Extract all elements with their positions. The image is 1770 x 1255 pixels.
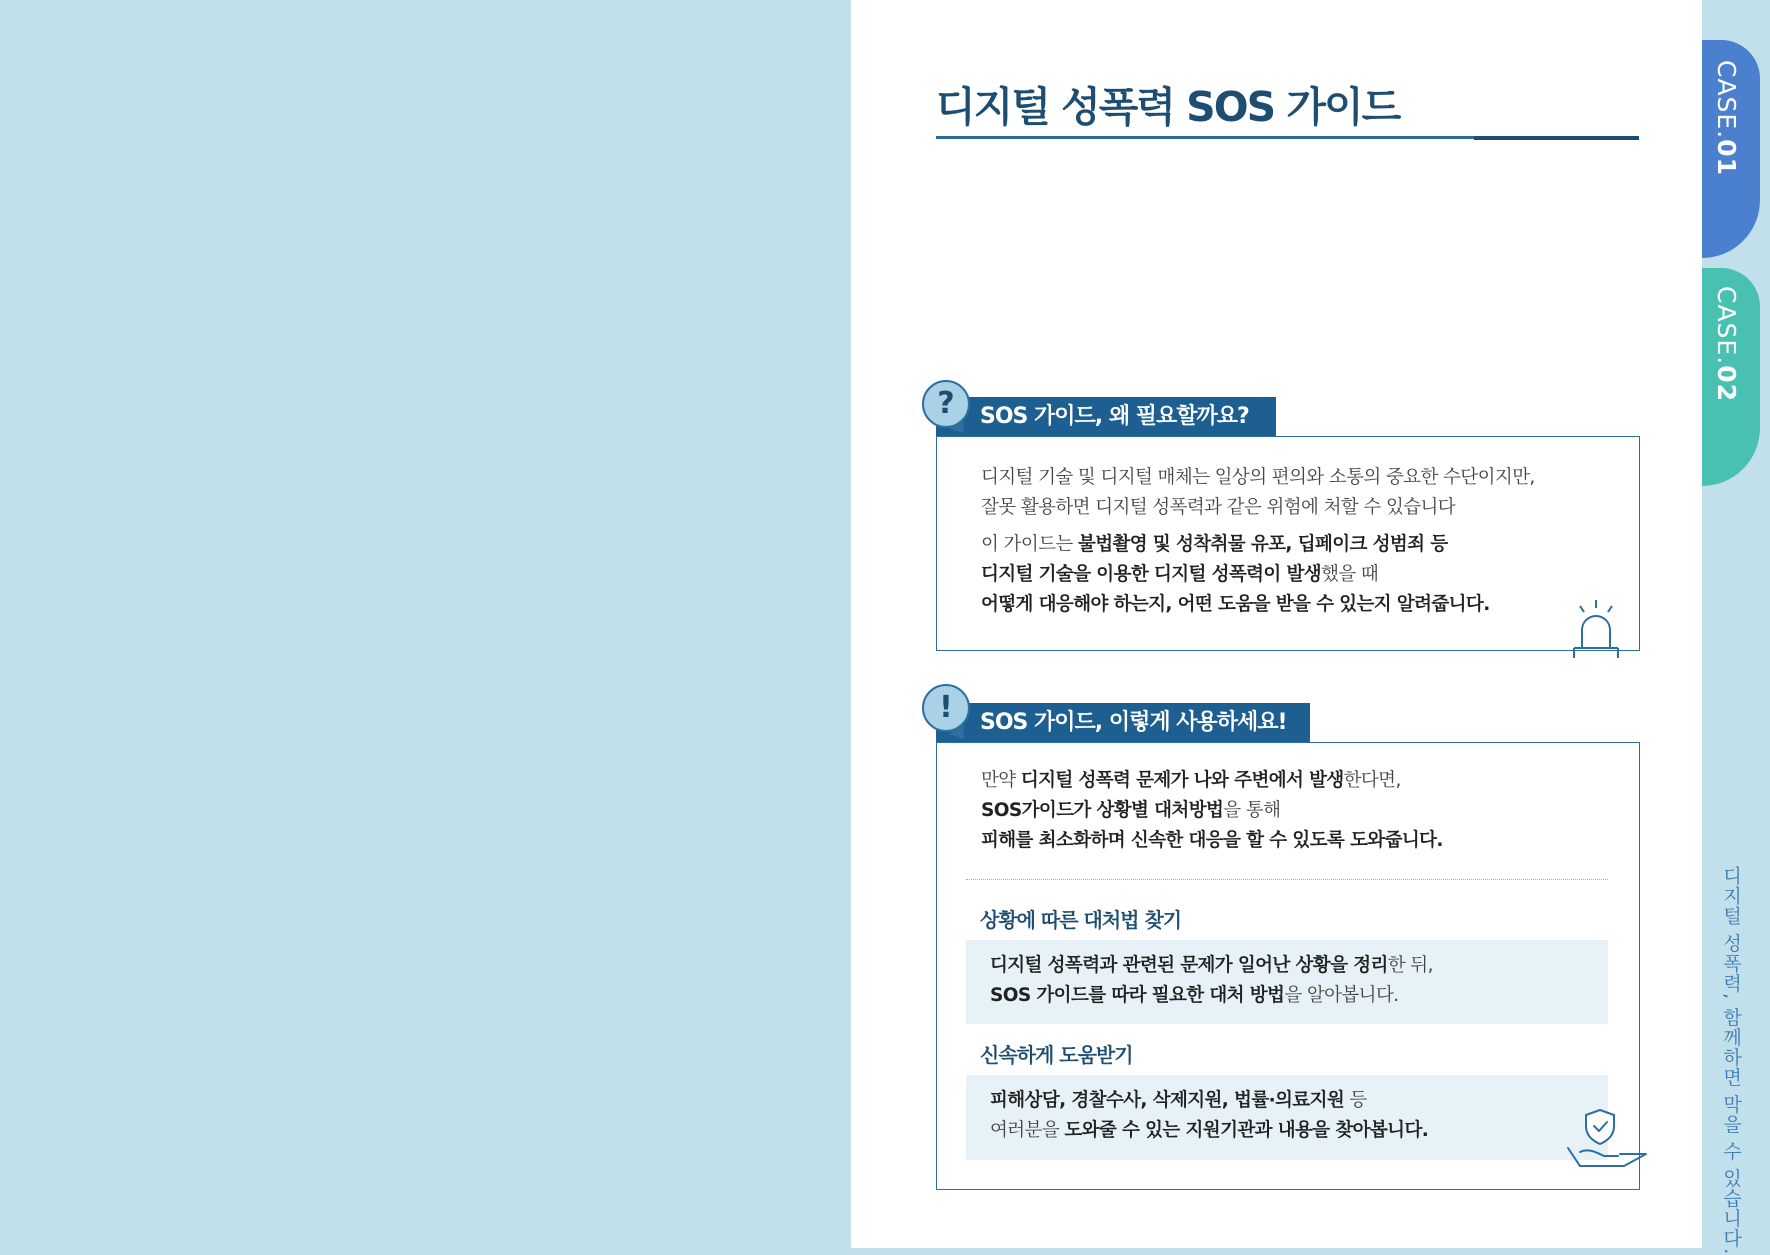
how-line-1 bbox=[981, 766, 1443, 796]
help-line-2-bold: 도와줄 수 있는 지원기관과 내용을 찾아봅니다. bbox=[1064, 1120, 1429, 1141]
why-line-3-plain: 이 가이드는 bbox=[981, 534, 1078, 555]
why-paragraph-2 bbox=[981, 530, 1490, 620]
how-paragraph bbox=[981, 766, 1443, 856]
tab-case-02-label bbox=[1712, 286, 1741, 402]
exclamation-icon: ! bbox=[922, 684, 970, 732]
how-line-1-plain: 만약 bbox=[981, 770, 1021, 791]
how-line-2 bbox=[981, 796, 1443, 826]
how-line-2-post: 을 통해 bbox=[1223, 800, 1281, 821]
why-line-5-bold: 어떻게 대응해야 하는지, 어떤 도움을 받을 수 있는지 알려줍니다. bbox=[981, 594, 1490, 615]
find-line-2-bold: SOS 가이드를 따라 필요한 대처 방법 bbox=[990, 985, 1285, 1006]
title-underline-accent bbox=[1474, 136, 1639, 140]
why-line-5 bbox=[981, 590, 1490, 620]
question-icon: ? bbox=[922, 380, 970, 428]
find-line-1 bbox=[990, 951, 1433, 981]
tab-case-01-label bbox=[1712, 60, 1741, 176]
left-blank-page bbox=[0, 0, 851, 1248]
how-line-3 bbox=[981, 826, 1443, 856]
section-divider bbox=[966, 879, 1608, 880]
why-line-4-bold: 디지털 기술을 이용한 디지털 성폭력이 발생 bbox=[981, 564, 1322, 585]
find-line-1-bold: 디지털 성폭력과 관련된 문제가 일어난 상황을 정리 bbox=[990, 955, 1388, 976]
why-line-4-plain: 했을 때 bbox=[1321, 564, 1379, 585]
why-line-2: 잘못 활용하면 디지털 성폭력과 같은 위험에 처할 수 있습니다 bbox=[981, 497, 1456, 518]
help-line-1-bold: 피해상담, 경찰수사, 삭제지원, 법률·의료지원 bbox=[990, 1090, 1345, 1111]
why-line-3-bold: 불법촬영 및 성착취물 유포, 딥페이크 성범죄 등 bbox=[1077, 534, 1448, 555]
help-line-1 bbox=[990, 1086, 1428, 1116]
tab-case-02-prefix: CASE. bbox=[1712, 286, 1741, 366]
why-line-1: 디지털 기술 및 디지털 매체는 일상의 편의와 소통의 중요한 수단이지만, bbox=[981, 467, 1535, 488]
get-help-text bbox=[990, 1086, 1428, 1146]
find-response-title: 상황에 따른 대처법 찾기 bbox=[980, 908, 1182, 932]
help-line-2 bbox=[990, 1116, 1428, 1146]
help-line-1-post: 등 bbox=[1344, 1090, 1367, 1111]
page-title: 디지털 성폭력 SOS 가이드 bbox=[936, 83, 1400, 131]
how-line-1-post: 한다면, bbox=[1343, 770, 1401, 791]
how-line-1-bold: 디지털 성폭력 문제가 나와 주변에서 발생 bbox=[1020, 770, 1344, 791]
help-line-2-plain: 여러분을 bbox=[990, 1120, 1065, 1141]
find-line-2-post: 을 알아봅니다. bbox=[1284, 985, 1399, 1006]
tab-case-02-number: 02 bbox=[1712, 365, 1741, 402]
how-line-2-bold: SOS가이드가 상황별 대처방법 bbox=[981, 800, 1224, 821]
side-slogan: 디지털 성폭력, 함께하면 막을 수 있습니다. bbox=[1720, 866, 1742, 1255]
siren-icon bbox=[1570, 596, 1622, 658]
how-line-3-bold: 피해를 최소화하며 신속한 대응을 할 수 있도록 도와줍니다. bbox=[981, 830, 1443, 851]
find-line-1-post: 한 뒤, bbox=[1387, 955, 1433, 976]
shield-hand-icon bbox=[1566, 1106, 1648, 1176]
why-paragraph bbox=[981, 463, 1535, 523]
tab-case-01-prefix: CASE. bbox=[1712, 60, 1741, 140]
find-response-text bbox=[990, 951, 1433, 1011]
how-to-use-heading: SOS 가이드, 이렇게 사용하세요! bbox=[936, 703, 1310, 742]
find-line-2 bbox=[990, 981, 1433, 1011]
why-line-4 bbox=[981, 560, 1490, 590]
why-line-3 bbox=[981, 530, 1490, 560]
tab-case-01-number: 01 bbox=[1712, 139, 1741, 176]
get-help-title: 신속하게 도움받기 bbox=[980, 1043, 1133, 1067]
why-needed-heading: SOS 가이드, 왜 필요할까요? bbox=[936, 397, 1276, 436]
